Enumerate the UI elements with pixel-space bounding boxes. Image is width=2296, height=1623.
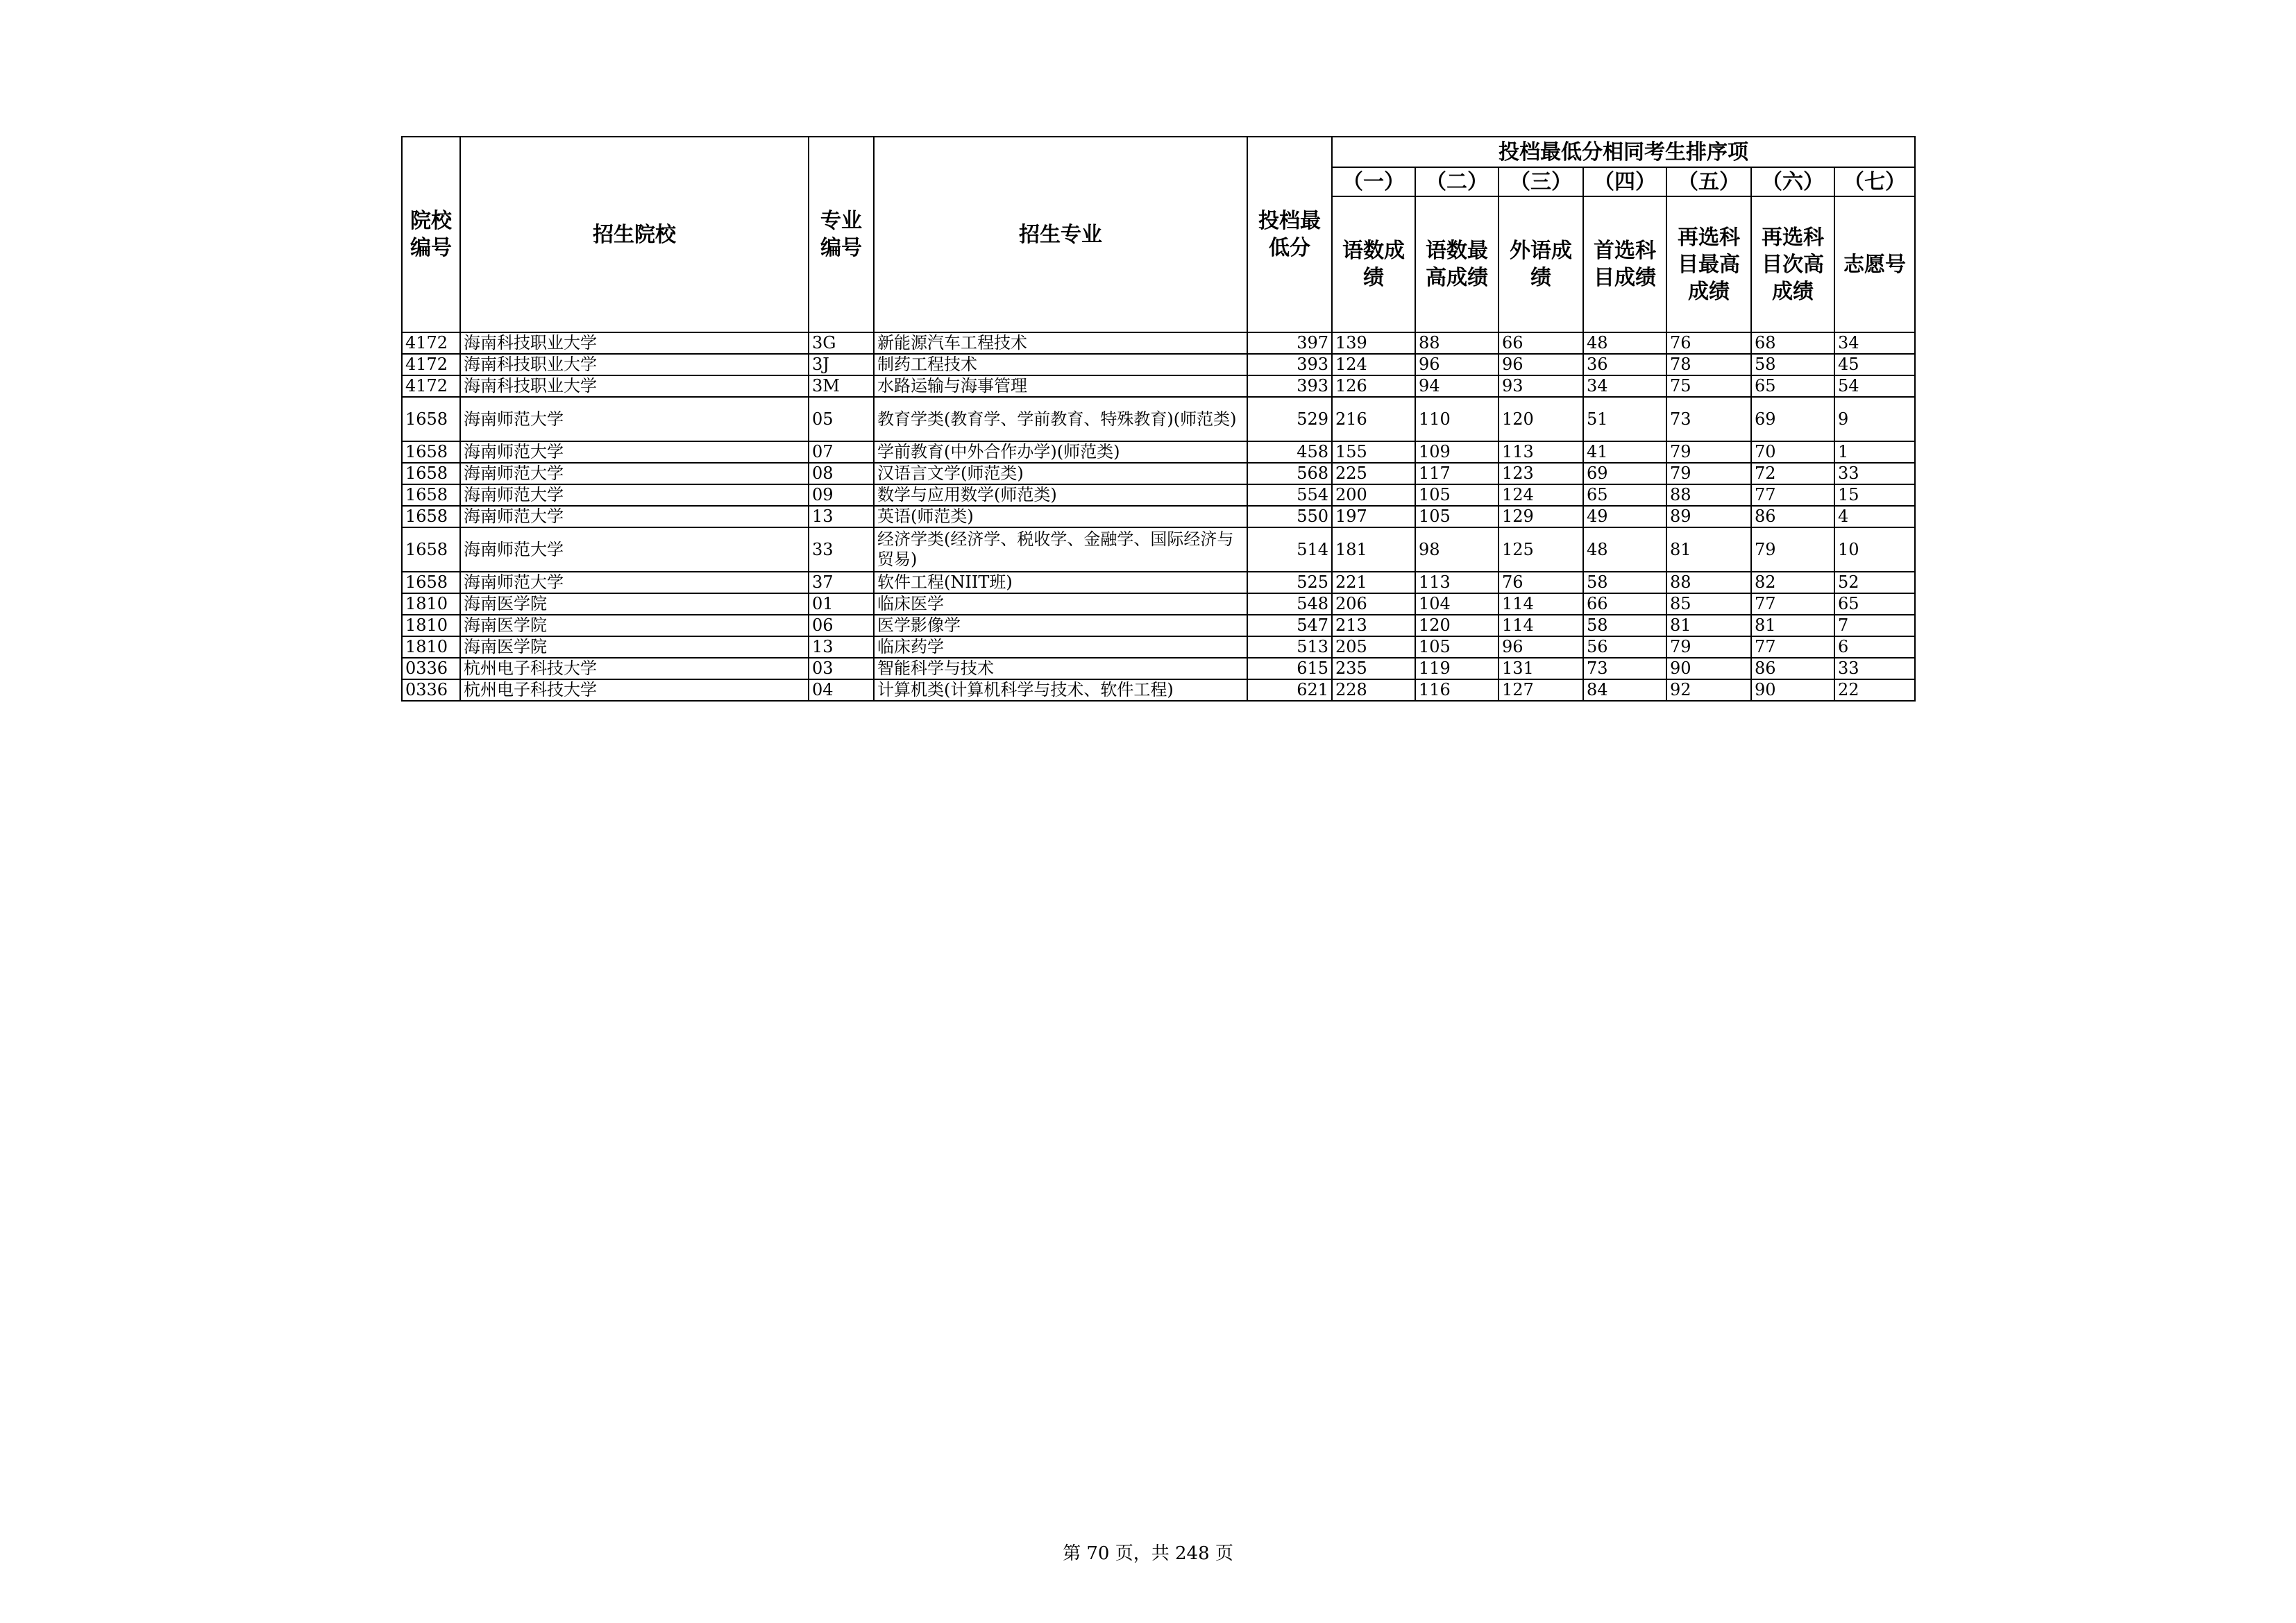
sort-3-cell: 123 — [1499, 463, 1583, 484]
sort-4-cell: 84 — [1583, 679, 1666, 701]
sort-5-cell: 78 — [1666, 354, 1751, 375]
table-body — [402, 332, 1915, 701]
sort-4-cell: 51 — [1583, 397, 1666, 441]
sort-7-cell: 33 — [1834, 463, 1915, 484]
header-sort-item: 首选科目成绩 — [1583, 196, 1666, 332]
school-name-cell: 海南医学院 — [460, 593, 809, 615]
school-code-cell: 1810 — [402, 593, 460, 615]
sort-3-cell: 96 — [1499, 636, 1583, 658]
major-name-cell: 计算机类(计算机科学与技术、软件工程) — [874, 679, 1247, 701]
min-score-cell: 550 — [1247, 506, 1332, 527]
sort-1-cell: 126 — [1332, 375, 1415, 397]
sort-3-cell: 127 — [1499, 679, 1583, 701]
school-name-cell: 海南科技职业大学 — [460, 354, 809, 375]
school-code-cell: 4172 — [402, 354, 460, 375]
sort-4-cell: 48 — [1583, 332, 1666, 354]
sort-2-cell: 105 — [1415, 484, 1499, 506]
sort-1-cell: 228 — [1332, 679, 1415, 701]
school-code-cell: 4172 — [402, 375, 460, 397]
min-score-cell: 397 — [1247, 332, 1332, 354]
school-code-cell: 0336 — [402, 658, 460, 679]
sort-5-cell: 75 — [1666, 375, 1751, 397]
sort-7-cell: 9 — [1834, 397, 1915, 441]
sort-7-cell: 10 — [1834, 527, 1915, 572]
school-name-cell: 海南师范大学 — [460, 463, 809, 484]
sort-1-cell: 205 — [1332, 636, 1415, 658]
table-row — [402, 397, 1915, 441]
sort-7-cell: 15 — [1834, 484, 1915, 506]
sort-2-cell: 105 — [1415, 506, 1499, 527]
page-footer: 第 70 页，共 248 页 — [1063, 1543, 1233, 1564]
sort-5-cell: 81 — [1666, 615, 1751, 636]
table-row — [402, 658, 1915, 679]
school-name-cell: 海南师范大学 — [460, 506, 809, 527]
sort-1-cell: 221 — [1332, 572, 1415, 593]
sort-4-cell: 69 — [1583, 463, 1666, 484]
major-code-cell: 09 — [809, 484, 874, 506]
major-name-cell: 经济学类(经济学、税收学、金融学、国际经济与贸易) — [874, 527, 1247, 572]
sort-2-cell: 94 — [1415, 375, 1499, 397]
major-code-cell: 3M — [809, 375, 874, 397]
header-sort-number: （二） — [1415, 167, 1499, 196]
sort-6-cell: 58 — [1751, 354, 1834, 375]
sort-2-cell: 88 — [1415, 332, 1499, 354]
school-code-cell: 1658 — [402, 506, 460, 527]
header-sort-number: （七） — [1834, 167, 1915, 196]
min-score-cell: 514 — [1247, 527, 1332, 572]
sort-7-cell: 7 — [1834, 615, 1915, 636]
sort-3-cell: 124 — [1499, 484, 1583, 506]
sort-3-cell: 66 — [1499, 332, 1583, 354]
sort-2-cell: 117 — [1415, 463, 1499, 484]
sort-3-cell: 120 — [1499, 397, 1583, 441]
table-row — [402, 636, 1915, 658]
sort-3-cell: 76 — [1499, 572, 1583, 593]
school-code-cell: 1810 — [402, 615, 460, 636]
min-score-cell: 621 — [1247, 679, 1332, 701]
sort-1-cell: 235 — [1332, 658, 1415, 679]
sort-5-cell: 92 — [1666, 679, 1751, 701]
sort-3-cell: 125 — [1499, 527, 1583, 572]
sort-7-cell: 52 — [1834, 572, 1915, 593]
sort-4-cell: 36 — [1583, 354, 1666, 375]
sort-6-cell: 90 — [1751, 679, 1834, 701]
sort-1-cell: 200 — [1332, 484, 1415, 506]
header-sort-item: 再选科目次高成绩 — [1751, 196, 1834, 332]
sort-6-cell: 81 — [1751, 615, 1834, 636]
school-name-cell: 海南医学院 — [460, 636, 809, 658]
table-row — [402, 615, 1915, 636]
sort-7-cell: 1 — [1834, 441, 1915, 463]
sort-2-cell: 110 — [1415, 397, 1499, 441]
sort-6-cell: 86 — [1751, 658, 1834, 679]
header-major-code: 专业编号 — [809, 137, 874, 332]
sort-6-cell: 72 — [1751, 463, 1834, 484]
school-code-cell: 1658 — [402, 463, 460, 484]
major-name-cell: 教育学类(教育学、学前教育、特殊教育)(师范类) — [874, 397, 1247, 441]
min-score-cell: 393 — [1247, 354, 1332, 375]
school-code-cell: 1810 — [402, 636, 460, 658]
sort-2-cell: 98 — [1415, 527, 1499, 572]
header-sort-group: 投档最低分相同考生排序项 — [1332, 137, 1915, 167]
table-row — [402, 484, 1915, 506]
sort-3-cell: 93 — [1499, 375, 1583, 397]
sort-1-cell: 225 — [1332, 463, 1415, 484]
min-score-cell: 458 — [1247, 441, 1332, 463]
sort-5-cell: 88 — [1666, 572, 1751, 593]
sort-3-cell: 96 — [1499, 354, 1583, 375]
sort-5-cell: 85 — [1666, 593, 1751, 615]
major-name-cell: 水路运输与海事管理 — [874, 375, 1247, 397]
admission-score-table — [401, 136, 1916, 702]
sort-6-cell: 77 — [1751, 484, 1834, 506]
major-name-cell: 新能源汽车工程技术 — [874, 332, 1247, 354]
school-name-cell: 杭州电子科技大学 — [460, 658, 809, 679]
sort-2-cell: 116 — [1415, 679, 1499, 701]
major-name-cell: 软件工程(NIIT班) — [874, 572, 1247, 593]
table-row — [402, 375, 1915, 397]
sort-3-cell: 114 — [1499, 615, 1583, 636]
sort-5-cell: 81 — [1666, 527, 1751, 572]
major-code-cell: 01 — [809, 593, 874, 615]
sort-4-cell: 49 — [1583, 506, 1666, 527]
sort-3-cell: 131 — [1499, 658, 1583, 679]
sort-4-cell: 56 — [1583, 636, 1666, 658]
sort-4-cell: 66 — [1583, 593, 1666, 615]
sort-3-cell: 114 — [1499, 593, 1583, 615]
school-code-cell: 1658 — [402, 397, 460, 441]
major-code-cell: 04 — [809, 679, 874, 701]
sort-5-cell: 88 — [1666, 484, 1751, 506]
school-name-cell: 杭州电子科技大学 — [460, 679, 809, 701]
sort-2-cell: 113 — [1415, 572, 1499, 593]
sort-5-cell: 79 — [1666, 463, 1751, 484]
school-code-cell: 1658 — [402, 572, 460, 593]
header-sort-item: 语数最高成绩 — [1415, 196, 1499, 332]
major-code-cell: 08 — [809, 463, 874, 484]
major-code-cell: 06 — [809, 615, 874, 636]
table-row — [402, 354, 1915, 375]
sort-5-cell: 89 — [1666, 506, 1751, 527]
sort-5-cell: 76 — [1666, 332, 1751, 354]
sort-7-cell: 65 — [1834, 593, 1915, 615]
school-code-cell: 1658 — [402, 527, 460, 572]
sort-6-cell: 69 — [1751, 397, 1834, 441]
school-code-cell: 0336 — [402, 679, 460, 701]
major-code-cell: 13 — [809, 636, 874, 658]
sort-1-cell: 155 — [1332, 441, 1415, 463]
school-name-cell: 海南师范大学 — [460, 397, 809, 441]
table-row — [402, 463, 1915, 484]
header-school-name: 招生院校 — [460, 137, 809, 332]
sort-6-cell: 77 — [1751, 593, 1834, 615]
sort-4-cell: 58 — [1583, 572, 1666, 593]
header-sort-item: 再选科目最高成绩 — [1666, 196, 1751, 332]
sort-6-cell: 79 — [1751, 527, 1834, 572]
major-name-cell: 汉语言文学(师范类) — [874, 463, 1247, 484]
major-code-cell: 07 — [809, 441, 874, 463]
major-name-cell: 智能科学与技术 — [874, 658, 1247, 679]
school-name-cell: 海南医学院 — [460, 615, 809, 636]
sort-4-cell: 41 — [1583, 441, 1666, 463]
sort-2-cell: 109 — [1415, 441, 1499, 463]
school-name-cell: 海南科技职业大学 — [460, 375, 809, 397]
header-sort-item: 外语成绩 — [1499, 196, 1583, 332]
sort-5-cell: 73 — [1666, 397, 1751, 441]
school-name-cell: 海南师范大学 — [460, 484, 809, 506]
min-score-cell: 547 — [1247, 615, 1332, 636]
major-name-cell: 临床医学 — [874, 593, 1247, 615]
header-sort-item: 语数成绩 — [1332, 196, 1415, 332]
min-score-cell: 615 — [1247, 658, 1332, 679]
min-score-cell: 393 — [1247, 375, 1332, 397]
major-name-cell: 学前教育(中外合作办学)(师范类) — [874, 441, 1247, 463]
sort-7-cell: 33 — [1834, 658, 1915, 679]
sort-2-cell: 120 — [1415, 615, 1499, 636]
sort-1-cell: 139 — [1332, 332, 1415, 354]
sort-1-cell: 197 — [1332, 506, 1415, 527]
sort-7-cell: 22 — [1834, 679, 1915, 701]
header-sort-number: （一） — [1332, 167, 1415, 196]
sort-1-cell: 216 — [1332, 397, 1415, 441]
table-row — [402, 332, 1915, 354]
major-name-cell: 医学影像学 — [874, 615, 1247, 636]
major-code-cell: 3J — [809, 354, 874, 375]
sort-5-cell: 79 — [1666, 441, 1751, 463]
school-code-cell: 1658 — [402, 441, 460, 463]
sort-6-cell: 77 — [1751, 636, 1834, 658]
sort-4-cell: 65 — [1583, 484, 1666, 506]
major-code-cell: 33 — [809, 527, 874, 572]
school-name-cell: 海南师范大学 — [460, 572, 809, 593]
table-row — [402, 679, 1915, 701]
sort-2-cell: 119 — [1415, 658, 1499, 679]
major-name-cell: 制药工程技术 — [874, 354, 1247, 375]
sort-7-cell: 6 — [1834, 636, 1915, 658]
min-score-cell: 548 — [1247, 593, 1332, 615]
table-row — [402, 527, 1915, 572]
sort-6-cell: 70 — [1751, 441, 1834, 463]
sort-1-cell: 213 — [1332, 615, 1415, 636]
table-row — [402, 593, 1915, 615]
sort-2-cell: 105 — [1415, 636, 1499, 658]
table-row — [402, 572, 1915, 593]
header-sort-number: （三） — [1499, 167, 1583, 196]
sort-2-cell: 96 — [1415, 354, 1499, 375]
sort-7-cell: 45 — [1834, 354, 1915, 375]
major-code-cell: 13 — [809, 506, 874, 527]
header-sort-number: （六） — [1751, 167, 1834, 196]
major-name-cell: 数学与应用数学(师范类) — [874, 484, 1247, 506]
sort-1-cell: 124 — [1332, 354, 1415, 375]
min-score-cell: 568 — [1247, 463, 1332, 484]
sort-6-cell: 65 — [1751, 375, 1834, 397]
sort-7-cell: 54 — [1834, 375, 1915, 397]
sort-6-cell: 86 — [1751, 506, 1834, 527]
table-row — [402, 506, 1915, 527]
major-name-cell: 英语(师范类) — [874, 506, 1247, 527]
header-sort-item: 志愿号 — [1834, 196, 1915, 332]
sort-2-cell: 104 — [1415, 593, 1499, 615]
sort-7-cell: 34 — [1834, 332, 1915, 354]
table-row — [402, 441, 1915, 463]
sort-4-cell: 34 — [1583, 375, 1666, 397]
header-sort-number: （四） — [1583, 167, 1666, 196]
major-code-cell: 37 — [809, 572, 874, 593]
school-name-cell: 海南科技职业大学 — [460, 332, 809, 354]
school-code-cell: 1658 — [402, 484, 460, 506]
sort-3-cell: 113 — [1499, 441, 1583, 463]
school-code-cell: 4172 — [402, 332, 460, 354]
header-major-name: 招生专业 — [874, 137, 1247, 332]
sort-7-cell: 4 — [1834, 506, 1915, 527]
min-score-cell: 525 — [1247, 572, 1332, 593]
header-school-code: 院校编号 — [402, 137, 460, 332]
sort-3-cell: 129 — [1499, 506, 1583, 527]
min-score-cell: 513 — [1247, 636, 1332, 658]
major-name-cell: 临床药学 — [874, 636, 1247, 658]
sort-1-cell: 181 — [1332, 527, 1415, 572]
sort-1-cell: 206 — [1332, 593, 1415, 615]
sort-4-cell: 48 — [1583, 527, 1666, 572]
sort-4-cell: 58 — [1583, 615, 1666, 636]
min-score-cell: 529 — [1247, 397, 1332, 441]
major-code-cell: 3G — [809, 332, 874, 354]
major-code-cell: 05 — [809, 397, 874, 441]
sort-6-cell: 82 — [1751, 572, 1834, 593]
school-name-cell: 海南师范大学 — [460, 527, 809, 572]
sort-6-cell: 68 — [1751, 332, 1834, 354]
sort-5-cell: 90 — [1666, 658, 1751, 679]
school-name-cell: 海南师范大学 — [460, 441, 809, 463]
header-sort-number: （五） — [1666, 167, 1751, 196]
sort-4-cell: 73 — [1583, 658, 1666, 679]
header-min-score: 投档最低分 — [1247, 137, 1332, 332]
min-score-cell: 554 — [1247, 484, 1332, 506]
sort-5-cell: 79 — [1666, 636, 1751, 658]
major-code-cell: 03 — [809, 658, 874, 679]
